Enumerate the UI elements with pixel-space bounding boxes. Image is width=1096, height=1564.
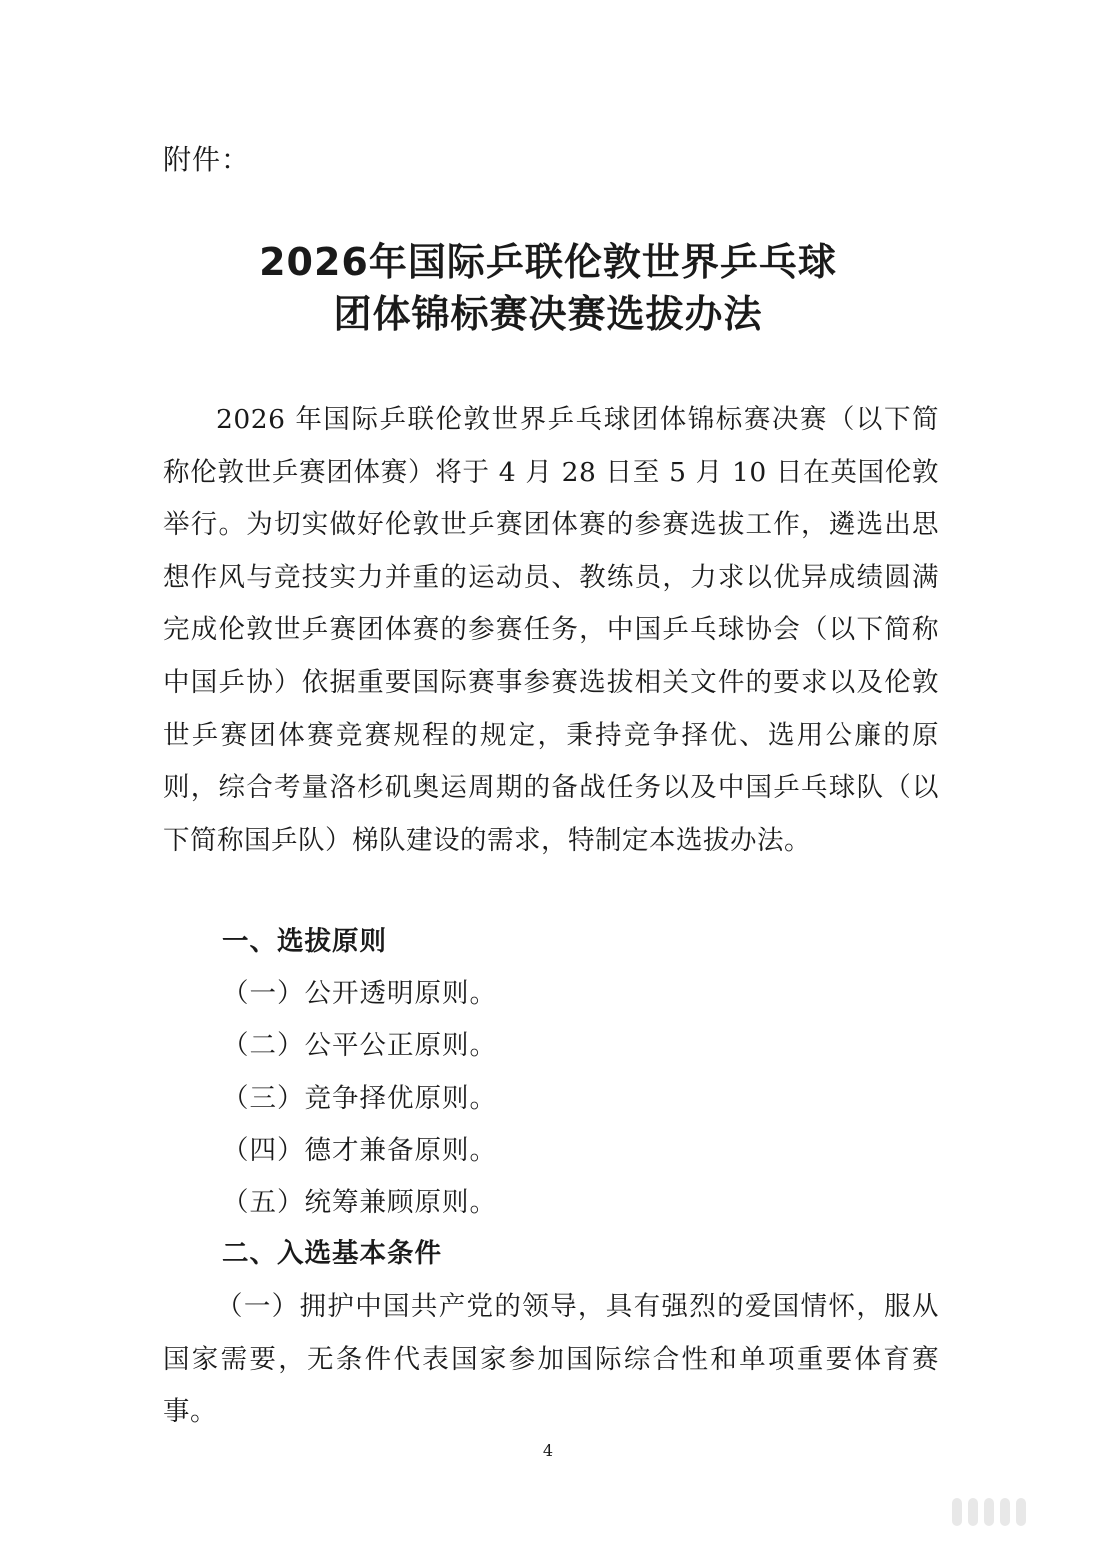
watermark-bar [1016, 1498, 1026, 1526]
watermark-logo [952, 1498, 1026, 1526]
watermark-bar [968, 1498, 978, 1526]
principle-item: （三）竞争择优原则。 [222, 1083, 497, 1114]
watermark-bar [1000, 1498, 1010, 1526]
attachment-label: 附件： [163, 143, 251, 176]
document-title-line-2: 团体锦标赛决赛选拔办法 [333, 292, 763, 336]
document-title-line-1: 2026年国际乒联伦敦世界乒乓球 [259, 240, 837, 284]
section-heading-selection-principles: 一、选拔原则 [222, 926, 387, 957]
principle-item: （四）德才兼备原则。 [222, 1135, 497, 1166]
principle-item: （一）公开透明原则。 [222, 978, 497, 1009]
principle-item: （二）公平公正原则。 [222, 1030, 497, 1061]
page-number: 4 [542, 1441, 554, 1460]
watermark-bar [984, 1498, 994, 1526]
section-heading-basic-conditions: 二、入选基本条件 [222, 1238, 442, 1269]
principle-item: （五）统筹兼顾原则。 [222, 1187, 497, 1218]
intro-paragraph: 2026 年国际乒联伦敦世界乒乓球团体锦标赛决赛（以下简称伦敦世乒赛团体赛）将于 4 月 28 日至 5 月 10 日在英国伦敦举行。为切实做好伦敦世乒赛团体赛的参赛选拔工作，遴选出思想作风与竞技实力并重的运动员、教练员，力求以优异成绩圆满完成伦敦世乒赛团体赛的参赛任务，中国乒乓球协会（以下简称中国乒协）依据重要国际赛事参赛选拔相关文件的要求以及伦敦世乒赛团体赛竞赛规程的规定，秉持竞争择优、选用公廉的原则，综合考量洛杉矶奥运周期的备战任务以及中国乒乓球队（以下简称国乒队）梯队建设的需求，特制定本选拔办法。 [163, 404, 939, 856]
condition-paragraph-1: （一）拥护中国共产党的领导，具有强烈的爱国情怀，服从国家需要，无条件代表国家参加国际综合性和单项重要体育赛事。 [163, 1291, 939, 1428]
watermark-bar [952, 1498, 962, 1526]
